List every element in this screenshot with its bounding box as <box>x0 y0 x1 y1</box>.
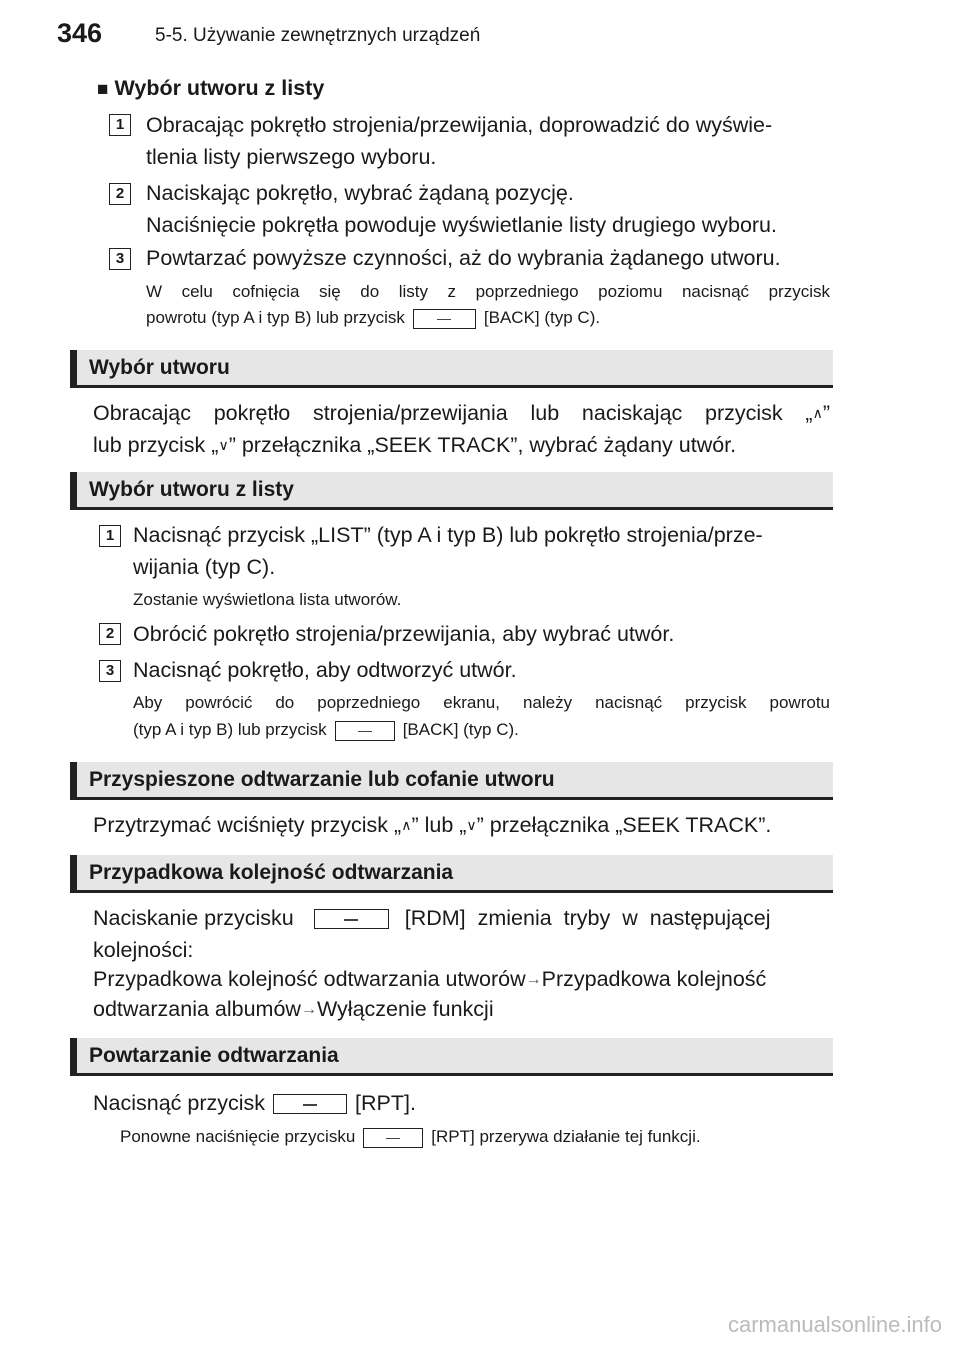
section-title: Przypadkowa kolejność odtwarzania <box>89 861 454 884</box>
rpt-button-icon <box>273 1094 347 1114</box>
text-part: Nacisnąć przycisk <box>93 1091 266 1115</box>
down-arrow-icon: ∨ <box>218 437 229 453</box>
note-text-part: (typ A i typ B) lub przycisk <box>133 720 327 739</box>
section-title: Wybór utworu <box>89 356 230 379</box>
step-text: Nacisnąć przycisk „LIST” (typ A i typ B) lub pokrętło strojenia/prze- <box>133 523 763 547</box>
bullet-icon: ■ <box>97 79 109 100</box>
note-text: W celu cofnięcia się do listy z poprzedniego poziomu nacisnąć przycisk <box>146 282 830 301</box>
up-arrow-icon: ∧ <box>401 817 412 833</box>
page-number: 346 <box>57 18 103 48</box>
text-part: Obracając pokrętło strojenia/przewijania lub naciskając przycisk „ <box>93 401 813 425</box>
text-part: lub przycisk „ <box>93 433 219 457</box>
body-text <box>93 808 771 842</box>
step-text: tlenia listy pierwszego wyboru. <box>146 145 437 169</box>
note-text <box>120 1124 701 1150</box>
step-number-3: 3 <box>99 660 121 682</box>
body-text <box>93 992 494 1027</box>
rdm-button-icon <box>314 909 389 929</box>
note-text-part: [RPT] przerywa działanie tej funkcji. <box>431 1127 701 1146</box>
body-text <box>93 1086 416 1120</box>
note-text <box>133 717 519 743</box>
subsection-title <box>97 71 324 107</box>
note-text-part: Ponowne naciśnięcie przycisku <box>120 1127 356 1146</box>
section-bar-random-playback <box>70 855 833 893</box>
step-text: Obrócić pokrętło strojenia/przewijania, aby wybrać utwór. <box>133 622 675 646</box>
note-text-part: [BACK] (typ C). <box>483 308 601 327</box>
text-part: [RDM] zmienia tryby w następującej <box>404 906 771 930</box>
step-text: Naciśnięcie pokrętła powoduje wyświetlanie listy drugiego wyboru. <box>146 213 777 237</box>
step-text: Powtarzać powyższe czynności, aż do wybrania żądanego utworu. <box>146 246 781 270</box>
section-title: Powtarzanie odtwarzania <box>89 1044 339 1067</box>
body-text <box>93 428 736 462</box>
text-part: ” <box>822 401 830 425</box>
note-text-part: [BACK] (typ C). <box>402 720 519 739</box>
arrow-icon: → <box>300 1001 317 1018</box>
step-text: wijania (typ C). <box>133 555 276 579</box>
step-text: Naciskając pokrętło, wybrać żądaną pozycję. <box>146 181 574 205</box>
body-text <box>93 396 830 430</box>
body-text: kolejności: <box>93 938 194 962</box>
text-part: Przypadkowa kolejność <box>541 967 767 991</box>
section-bar-repeat-playback <box>70 1038 833 1076</box>
rpt-button-icon <box>363 1128 423 1148</box>
section-bar-track-selection <box>70 350 833 388</box>
step-number-3: 3 <box>109 248 131 270</box>
step-number-2: 2 <box>109 183 131 205</box>
up-arrow-icon: ∧ <box>812 405 823 421</box>
note-text: Aby powrócić do poprzedniego ekranu, należy nacisnąć przycisk powrotu <box>133 693 830 712</box>
down-arrow-icon: ∨ <box>466 817 477 833</box>
section-title: Przyspieszone odtwarzanie lub cofanie utworu <box>89 768 555 791</box>
note-text-part: powrotu (typ A i typ B) lub przycisk <box>146 308 405 327</box>
text-part: ” przełącznika „SEEK TRACK”. <box>476 813 772 837</box>
watermark: carmanualsonline.info <box>727 1312 942 1337</box>
step-text: Nacisnąć pokrętło, aby odtworzyć utwór. <box>133 658 517 682</box>
back-button-icon <box>413 309 476 329</box>
text-part: ” przełącznika „SEEK TRACK”, wybrać żądany utwór. <box>228 433 737 457</box>
text-part: Przypadkowa kolejność odtwarzania utworów <box>93 967 526 991</box>
text-part: [RPT]. <box>355 1091 416 1115</box>
note-text <box>146 305 600 331</box>
section-bar-fast-forward <box>70 762 833 800</box>
section-bar-track-from-list <box>70 472 833 510</box>
text-part: Przytrzymać wciśnięty przycisk „ <box>93 813 402 837</box>
step-text: Obracając pokrętło strojenia/przewijania, doprowadzić do wyświe- <box>146 113 773 137</box>
text-part: odtwarzania albumów <box>93 997 301 1021</box>
body-text <box>93 901 770 935</box>
step-number-2: 2 <box>99 623 121 645</box>
step-number-1: 1 <box>99 525 121 547</box>
text-part: Wyłączenie funkcji <box>316 997 494 1021</box>
note-text: Zostanie wyświetlona lista utworów. <box>133 590 402 609</box>
arrow-icon: → <box>525 971 542 988</box>
section-title: Wybór utworu z listy <box>89 478 294 501</box>
text-part: ” lub „ <box>411 813 467 837</box>
back-button-icon <box>335 721 395 741</box>
text-part: Naciskanie przycisku <box>93 906 294 930</box>
section-header: 5-5. Używanie zewnętrznych urządzeń <box>155 25 481 46</box>
step-number-1: 1 <box>109 114 131 136</box>
subsection-title-text: Wybór utworu z listy <box>114 76 325 100</box>
